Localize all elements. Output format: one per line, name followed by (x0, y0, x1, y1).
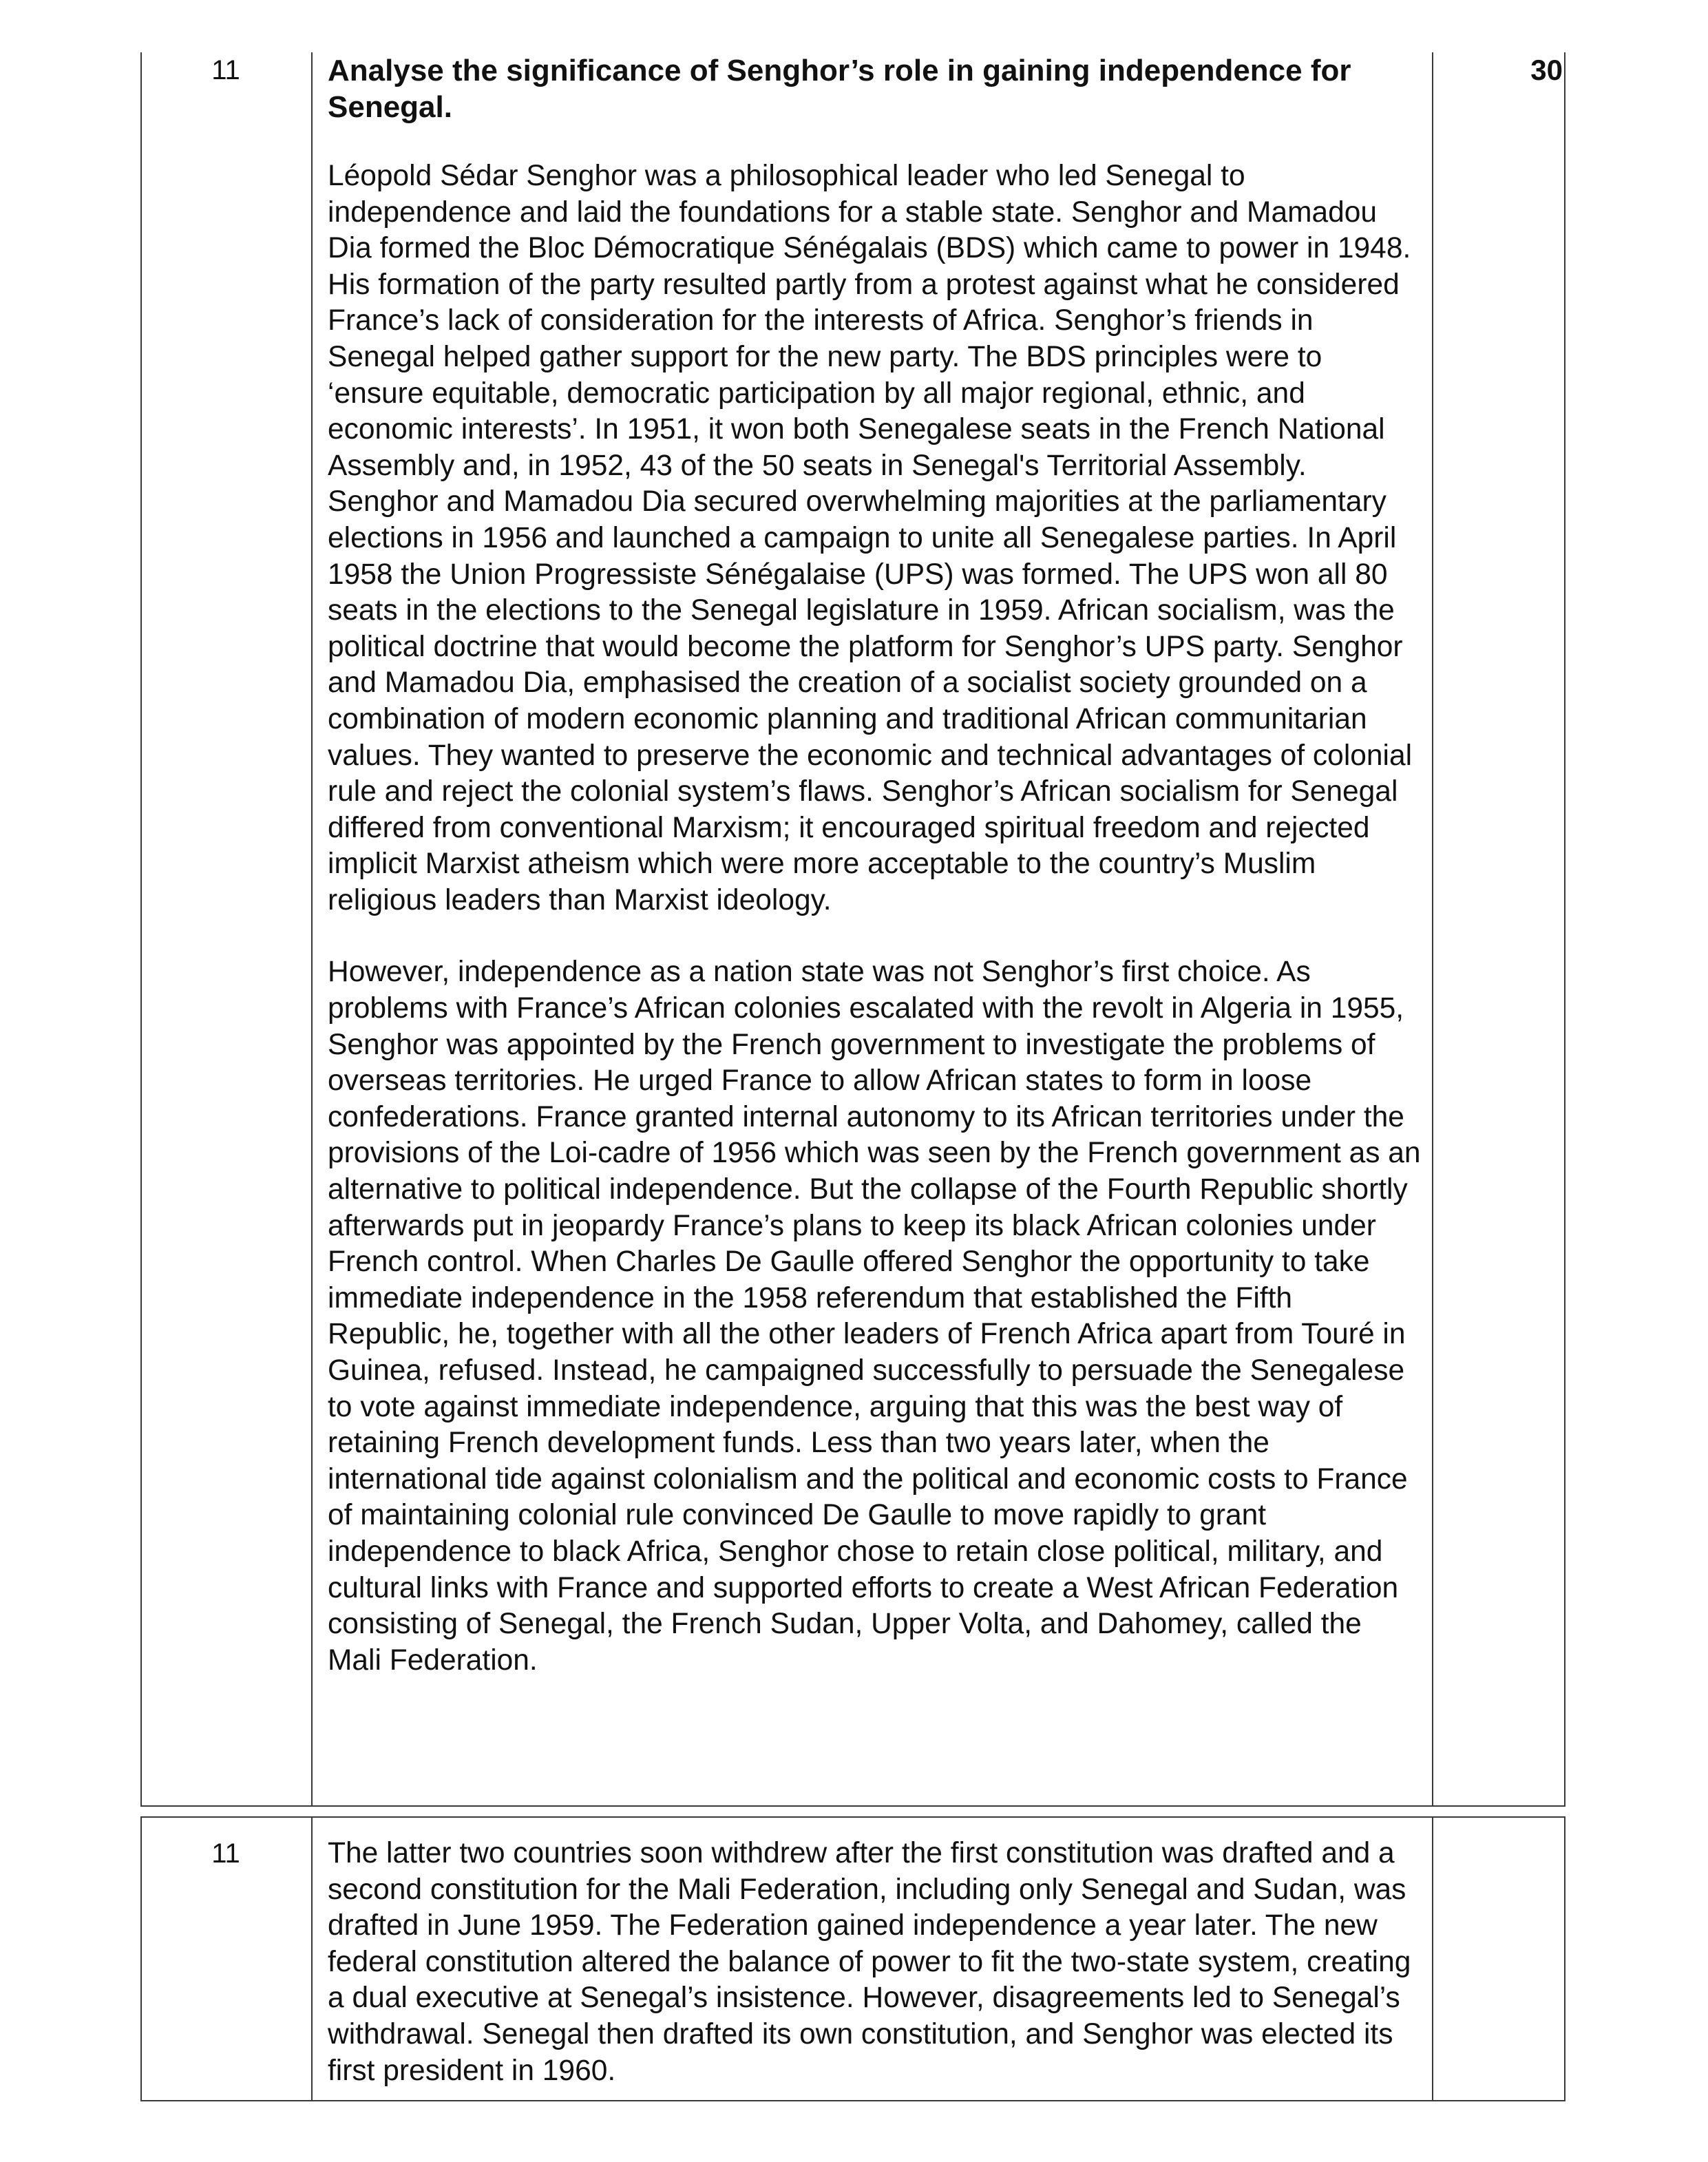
question-marks: 30 (1530, 54, 1563, 86)
answer-paragraph-3: The latter two countries soon withdrew after the first constitution was drafted and a second constitution for the Mali Federation, including only Senegal and Sudan, was drafted in June 1959. The Federation gained independence a year later. The new federal constitution altered the balance of power to fit the two-state system, creating a dual executive at Senegal’s insistence. However, disagreements led to Senegal’s withdrawal. Senegal then drafted its own constitution, and Senghor was elected its first president in 1960. (328, 1837, 1411, 2087)
answer-content-row2 (328, 1836, 1422, 2089)
table-border-bottom (140, 2100, 1565, 2101)
question-number-continued: 11 (211, 1838, 240, 1869)
answer-content-row1 (328, 52, 1422, 1679)
table-border-right-row2 (1564, 1816, 1565, 2101)
column-divider-marks-row1 (1432, 52, 1433, 1807)
table-border-left-row1 (140, 52, 142, 1807)
answer-paragraph-1: Léopold Sédar Senghor was a philosophical leader who led Senegal to independence and laid the foundations for a stable state. Senghor and Mamadou Dia formed the Bloc Démocratique Sénégalais (BDS) which came to power in 1948. His formation of the party resulted partly from a protest against what he considered France’s lack of consideration for the interests of Africa. Senghor’s friends in Senegal helped gather support for the new party. The BDS principles were to ‘ensure equitable, democratic participation by all major regional, ethnic, and economic interests’. In 1951, it won both Senegalese seats in the French National Assembly and, in 1952, 43 of the 50 seats in Senegal's Territorial Assembly. Senghor and Mamadou Dia secured overwhelming majorities at the parliamentary elections in 1956 and launched a campaign to unite all Senegalese parties. In April 1958 the Union Progressiste Sénégalaise (UPS) was formed. The UPS won all 80 seats in the elections to the Senegal legislature in 1959. African socialism, was the political doctrine that would become the platform for Senghor’s UPS party. Senghor and Mamadou Dia, emphasised the creation of a socialist society grounded on a combination of modern economic planning and traditional African communitarian values. They wanted to preserve the economic and technical advantages of colonial rule and reject the colonial system’s flaws. Senghor’s African socialism for Senegal differed from conventional Marxism; it encouraged spiritual freedom and rejected implicit Marxist atheism which were more acceptable to the country’s Muslim religious leaders than Marxist ideology. (328, 160, 1413, 916)
answer-paragraph-2: However, independence as a nation state was not Senghor’s first choice. As problems with France’s African colonies escalated with the revolt in Algeria in 1955, Senghor was appointed by the French government to investigate the problems of overseas territories. He urged France to allow African states to form in loose confederations. France granted internal autonomy to its African territories under the provisions of the Loi-cadre of 1956 which was seen by the French government as an alternative to political independence. But the collapse of the Fourth Republic shortly afterwards put in jeopardy France’s plans to keep its black African colonies under French control. When Charles De Gaulle offered Senghor the opportunity to take immediate independence in the 1958 referendum that established the Fifth Republic, he, together with all the other leaders of French Africa apart from Touré in Guinea, refused. Instead, he campaigned successfully to persuade the Senegalese to vote against immediate independence, arguing that this was the best way of retaining French development funds. Less than two years later, when the international tide against colonialism and the political and economic costs to France of maintaining colonial rule convinced De Gaulle to move rapidly to grant independence to black Africa, Senghor chose to retain close political, military, and cultural links with France and supported efforts to create a West African Federation consisting of Senegal, the French Sudan, Upper Volta, and Dahomey, called the Mali Federation. (328, 956, 1421, 1677)
question-number: 11 (211, 55, 240, 85)
column-divider-number-row1 (311, 52, 313, 1807)
column-divider-marks-row2 (1432, 1816, 1433, 2101)
row-separator-bottom (140, 1816, 1565, 1818)
row-separator-top (140, 1805, 1565, 1807)
column-divider-number-row2 (311, 1816, 313, 2101)
question-title: Analyse the significance of Senghor’s role in gaining independence for Senegal. (328, 54, 1351, 124)
table-border-right-row1 (1564, 52, 1565, 1807)
